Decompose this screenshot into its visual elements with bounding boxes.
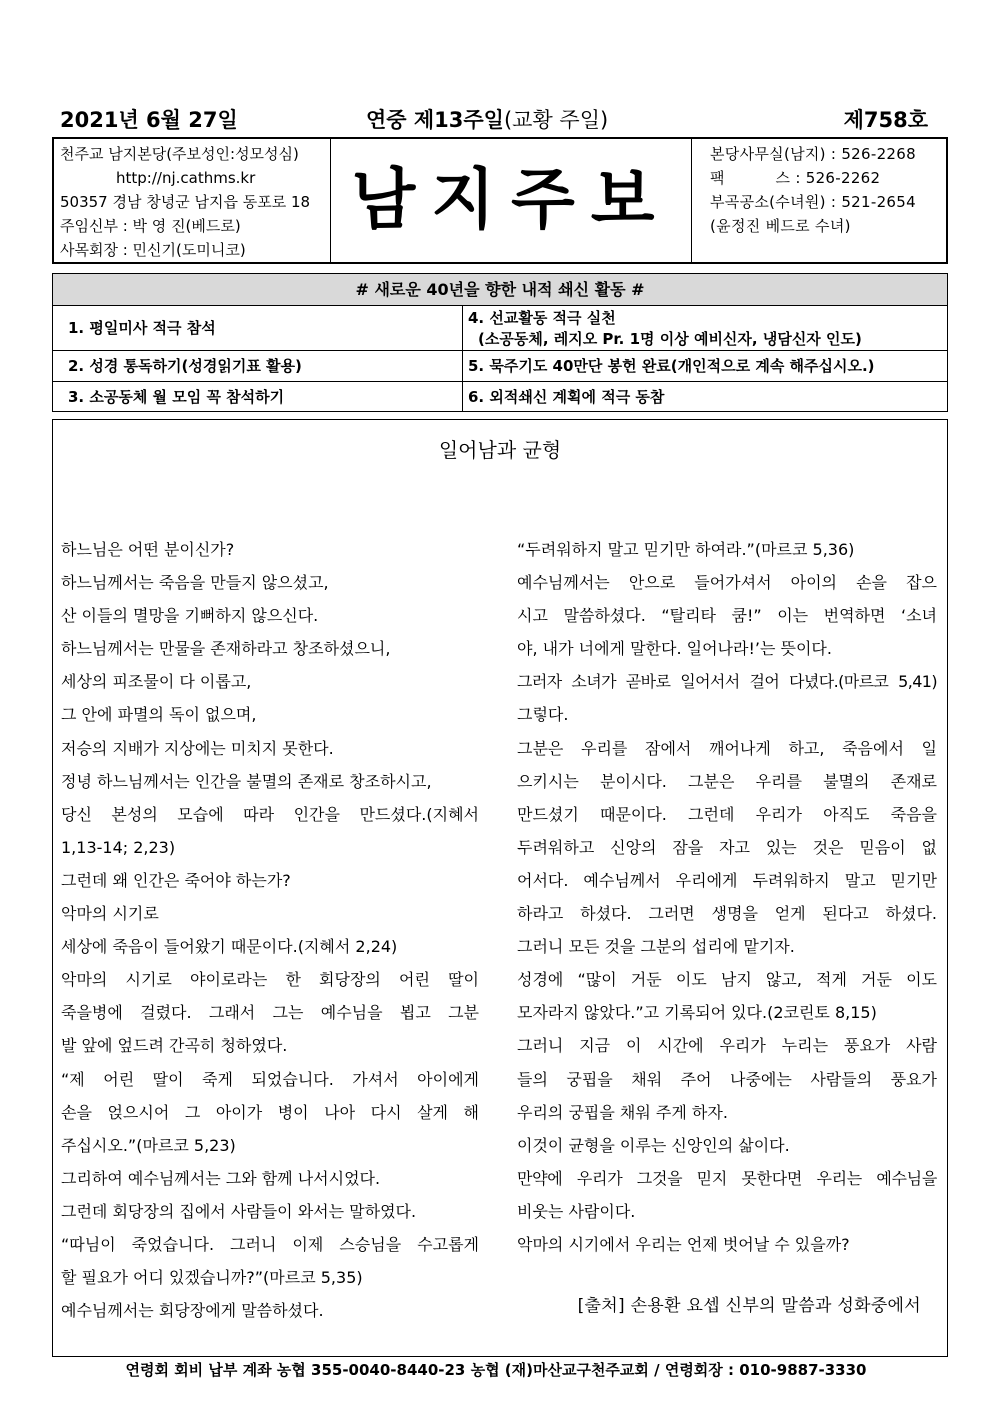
article-line: 그런데 왜 인간은 죽어야 하는가? (61, 870, 291, 890)
article-line: 어서다. 예수님께서 우리에게 두려워하지 말고 믿기만 (517, 870, 937, 890)
article-line: 그런데 회당장의 집에서 사람들이 와서는 말하였다. (61, 1201, 417, 1221)
article-line: 악마의 시기로 야이로라는 한 회당장의 어린 딸이 (61, 970, 479, 990)
article-line: 할 필요가 어디 있겠습니까?”(마르코 5,35) (61, 1268, 363, 1288)
activity-item-heading: 4. 선교활동 적극 실천 (468, 309, 616, 327)
article-line: 시고 말씀하셨다. “탈리타 쿰!” 이는 번역하면 ‘소녀 (517, 606, 937, 626)
date-row (60, 104, 928, 138)
article-line: 으키시는 분이시다. 그분은 우리를 불멸의 존재로 (517, 771, 937, 791)
council-president: 사목회장 : 민신기(도미니코) (60, 241, 246, 259)
week-title: 연중 제13주일 (366, 108, 504, 132)
article-line: “제 어린 딸이 죽게 되었습니다. 가셔서 아이에게 (61, 1069, 479, 1089)
contact-mission: 부곡공소(수녀원) : 521-2654 (710, 193, 916, 211)
church-name: 천주교 남지본당(주보성인:성모성심) (60, 145, 299, 163)
contact-info (692, 139, 946, 262)
article-line: 그리하여 예수님께서는 그와 함께 나서시었다. (61, 1168, 381, 1188)
article-line: 만약에 우리가 그것을 믿지 못한다면 우리는 예수님을 (517, 1168, 937, 1188)
contact-office: 본당사무실(남지) : 526-2268 (710, 145, 916, 163)
article-line: 예수님께서는 회당장에게 말씀하셨다. (61, 1301, 324, 1321)
activity-item: 5. 묵주기도 40만단 봉헌 완료(개인적으로 계속 해주십시오.) (463, 351, 947, 382)
contact-sister: (윤정진 베드로 수녀) (710, 217, 851, 235)
pastor: 주임신부 : 박 영 진(베드로) (60, 217, 241, 235)
activity-item: 6. 외적쇄신 계획에 적극 동참 (468, 388, 665, 406)
activity-item: 1. 평일미사 적극 참석 (53, 306, 463, 351)
article-line: 그러자 소녀가 곧바로 일어서서 걸어 다녔다.(마르코 5,41) (517, 672, 937, 692)
article-line: 우리의 궁핍을 채워 주게 하자. (517, 1102, 728, 1122)
article-line: 하느님께서는 죽음을 만들지 않으셨고, (61, 573, 329, 593)
article-line: 손을 얹으시어 그 아이가 병이 나아 다시 살게 해 (61, 1102, 479, 1122)
article-right-column (517, 533, 937, 1261)
masthead-title: 남지주보 (351, 160, 671, 238)
week-note: (교황 주일) (503, 108, 609, 132)
article-box (52, 419, 948, 1357)
article-line: 하느님께서는 만물을 존재하라고 창조하셨으니, (61, 639, 391, 659)
article-line: 성경에 “많이 거둔 이도 남지 않고, 적게 거둔 이도 (517, 970, 937, 990)
parish-url[interactable]: http://nj.cathms.kr (116, 169, 256, 187)
article-line: 모자라지 않았다.”고 기록되어 있다.(2코린토 8,15) (517, 1003, 877, 1023)
article-left-column (61, 533, 479, 1327)
footer-account-info: 연령회 회비 납부 계좌 농협 355-0040-8440-23 농협 (재)마산교구천주교회 / 연령회장 : 010-9887-3330 (125, 1361, 867, 1379)
article-line: 예수님께서는 안으로 들어가셔서 아이의 손을 잡으 (517, 573, 937, 593)
article-line: 비웃는 사람이다. (517, 1201, 636, 1221)
article-line: 당신 본성의 모습에 따라 인간을 만드셨다.(지혜서 (61, 804, 479, 824)
activity-item-detail: (소공동체, 레지오 Pr. 1명 이상 예비신자, 냉담신자 인도) (478, 330, 862, 348)
article-line: 두려워하고 신앙의 잠을 자고 있는 것은 믿음이 없 (517, 837, 937, 857)
article-line: 1,13-14; 2,23) (61, 837, 176, 857)
activity-item: 3. 소공동체 월 모임 꼭 참석하기 (53, 382, 463, 412)
article-title: 일어남과 균형 (438, 438, 562, 462)
article-line: 정녕 하느님께서는 인간을 불멸의 존재로 창조하시고, (61, 771, 432, 791)
article-line: 그러니 지금 이 시간에 우리가 누리는 풍요가 사람 (517, 1036, 937, 1056)
activity-item: 2. 성경 통독하기(성경읽기표 활용) (53, 351, 463, 382)
article-line: “두려워하지 말고 믿기만 하여라.”(마르코 5,36) (517, 540, 855, 559)
article-line: 만드셨기 때문이다. 그런데 우리가 아직도 죽음을 (517, 804, 937, 824)
article-source: [출처] 손용환 요셉 신부의 말씀과 성화중에서 (577, 1296, 921, 1316)
article-line: 하라고 하셨다. 그러면 생명을 얻게 된다고 하셨다. (517, 904, 937, 924)
article-line: 죽을병에 걸렸다. 그래서 그는 예수님을 뵙고 그분 (61, 1003, 479, 1023)
renewal-activities (52, 273, 948, 412)
article-line: 발 앞에 엎드려 간곡히 청하였다. (61, 1036, 288, 1056)
article-line: 저승의 지배가 지상에는 미치지 못한다. (61, 738, 334, 758)
article-line: 산 이들의 멸망을 기뻐하지 않으신다. (61, 606, 319, 626)
article-line: 주십시오.”(마르코 5,23) (61, 1135, 236, 1155)
article-line: 그러니 모든 것을 그분의 섭리에 맡기자. (517, 937, 795, 957)
liturgical-week (366, 104, 608, 134)
publication-date: 2021년 6월 27일 (60, 108, 238, 132)
article-line: 세상의 피조물이 다 이롭고, (61, 672, 252, 692)
masthead-title-cell (331, 139, 692, 262)
activity-item (463, 306, 947, 351)
article-line: 악마의 시기에서 우리는 언제 벗어날 수 있을까? (517, 1234, 850, 1254)
article-line: 그분은 우리를 잠에서 깨어나게 하고, 죽음에서 일 (517, 738, 937, 758)
parish-address: 50357 경남 창녕군 남지읍 동포로 18 (60, 193, 311, 211)
article-line: 하느님은 어떤 분이신가? (61, 540, 235, 559)
issue-number: 제758호 (843, 108, 928, 132)
parish-info (54, 139, 331, 262)
contact-fax: 팩 스 : 526-2262 (710, 169, 881, 187)
article-line: 세상에 죽음이 들어왔기 때문이다.(지혜서 2,24) (61, 937, 398, 957)
article-line: 들의 궁핍을 채워 주어 나중에는 사람들의 풍요가 (517, 1069, 937, 1089)
article-line: 악마의 시기로 (61, 904, 159, 924)
article-line: 그 안에 파멸의 독이 없으며, (61, 705, 257, 725)
article-line: 그렇다. (517, 705, 569, 725)
article-line: 이것이 균형을 이루는 신앙인의 삶이다. (517, 1135, 790, 1155)
article-line: 야, 내가 너에게 말한다. 일어나라!’는 뜻이다. (517, 639, 832, 659)
masthead-box (52, 137, 948, 264)
article-line: “따님이 죽었습니다. 그러니 이제 스승님을 수고롭게 (61, 1234, 479, 1254)
activities-title: # 새로운 40년을 향한 내적 쇄신 활동 # (53, 274, 947, 306)
